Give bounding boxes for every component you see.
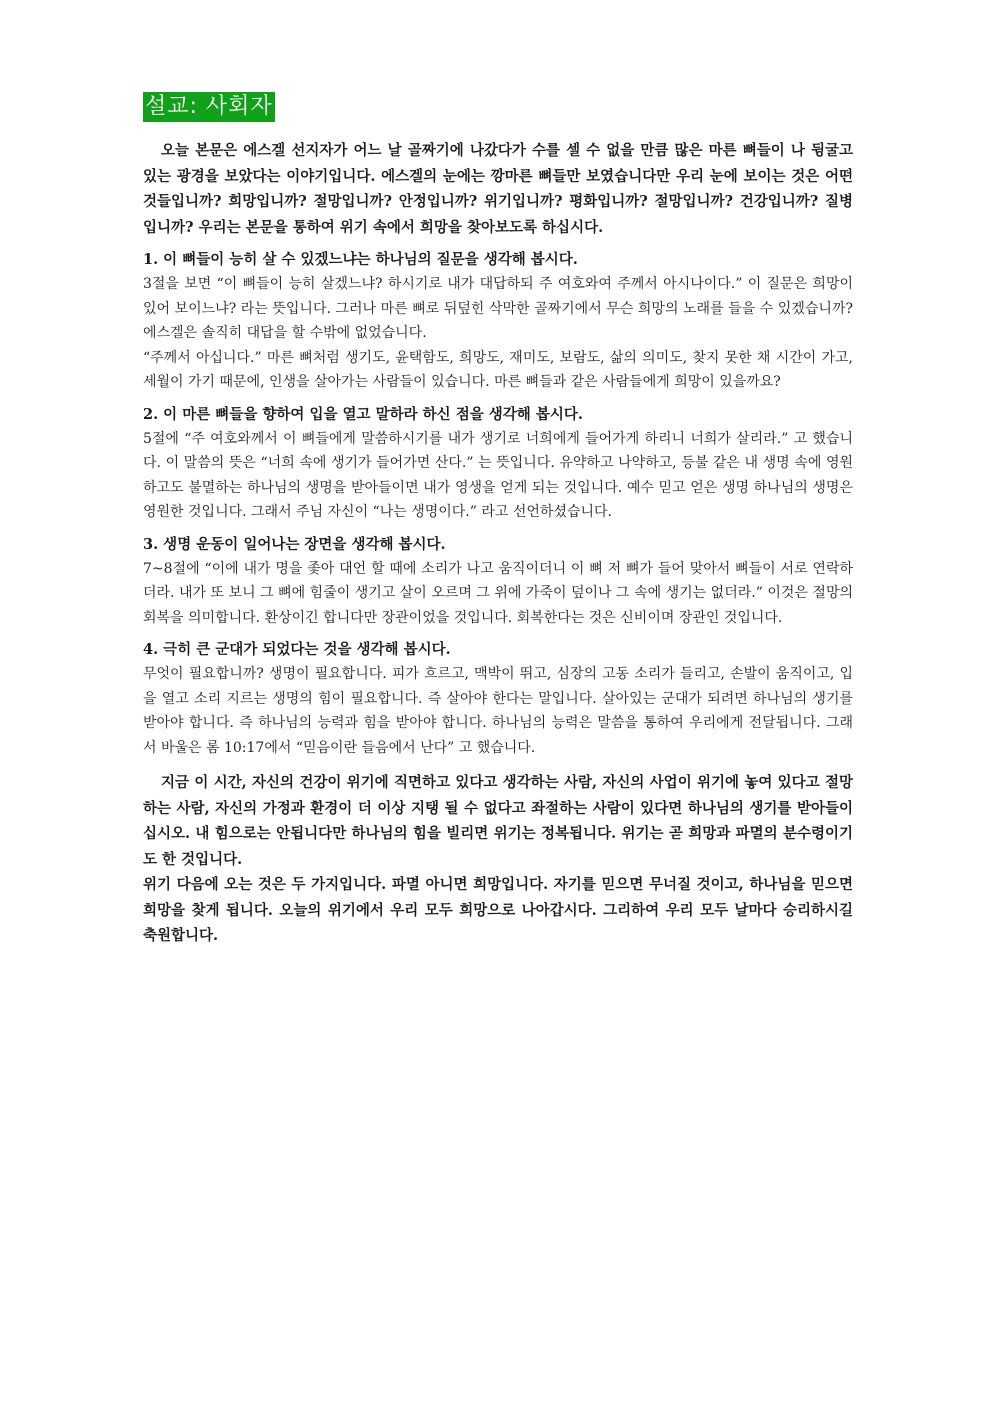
section-heading: 4. 극히 큰 군대가 되었다는 것을 생각해 봅시다. — [143, 641, 451, 658]
section-2 — [143, 403, 853, 525]
section-heading: 3. 생명 운동이 일어나는 장면을 생각해 봅시다. — [143, 535, 446, 553]
sermon-title: 설교: 사회자 — [143, 92, 275, 122]
section-paragraph: 무엇이 필요합니까? 생명이 필요합니다. 피가 흐르고, 맥박이 뛰고, 심장의 고동 소리가 들리고, 손발이 움직이고, 입을 열고 소리 지르는 생명의 힘이 필요합니다. 즉 살아야 한다는 말입니다. 살아있는 군대가 되려면 하나님의 생기를 받아야 합니다. 즉 하나님의 능력과 힘을 받아야 합니다. 하나님의 능력은 말씀을 통하여 우리에게 전달됩니다. 그래서 바울은 롬 10:17에서 “믿음이란 들음에서 난다” 고 했습니다. — [143, 666, 853, 756]
section-paragraph: 7~8절에 “이에 내가 명을 좇아 대언 할 때에 소리가 나고 움직이더니 이 뼈 저 뼈가 들어 맞아서 뼈들이 서로 연락하더라. 내가 또 보니 그 뼈에 힘줄이 생기고 살이 오르며 그 위에 가죽이 덮이나 그 속에 생기는 없더라.” 이것은 절망의 회복을 의미합니다. 환상이긴 합니다만 장관이었을 것입니다. 회복한다는 것은 신비이며 장관인 것입니다. — [143, 560, 853, 626]
section-4 — [143, 638, 853, 760]
intro-paragraph: 오늘 본문은 에스겔 선지자가 어느 날 골짜기에 나갔다가 수를 셀 수 없을 만큼 많은 마른 뼈들이 나 뒹굴고 있는 광경을 보았다는 이야기입니다. 에스겔의 눈에는 깡마른 뼈들만 보였습니다만 우리 눈에 보이는 것은 어떤 것들입니까? 희망입니까? 절망입니까? 안정입니까? 위기입니까? 평화입니까? 절망입니까? 건강입니까? 질병입니까? 우리는 본문을 통하여 위기 속에서 희망을 찾아보도록 하십시다. — [143, 142, 853, 236]
section-paragraph: “주께서 아십니다.” 마른 뼈처럼 생기도, 윤택함도, 희망도, 재미도, 보람도, 삶의 의미도, 찾지 못한 채 시간이 가고, 세월이 가기 때문에, 인생을 살아가는 사람들이 있습니다. 마른 뼈들과 같은 사람들에게 희망이 있을까요? — [143, 349, 853, 390]
closing-paragraph: 위기 다음에 오는 것은 두 가지입니다. 파멸 아니면 희망입니다. 자기를 믿으면 무너질 것이고, 하나님을 믿으면 희망을 찾게 됩니다. 오늘의 위기에서 우리 모두 희망으로 나아갑시다. 그리하여 우리 모두 날마다 승리하시길 축원합니다. — [143, 876, 853, 944]
section-paragraph: 5절에 “주 여호와께서 이 뼈들에게 말씀하시기를 내가 생기로 너희에게 들어가게 하리니 너희가 살리라.” 고 했습니다. 이 말씀의 뜻은 “너희 속에 생기가 들어가면 산다.” 는 뜻입니다. 유약하고 나약하고, 등불 같은 내 생명 속에 영원하고도 불멸하는 하나님의 생명을 받아들이면 내가 영생을 얻게 되는 것입니다. 예수 믿고 얻은 생명 하나님의 생명은 영원한 것입니다. 그래서 주님 자신이 “나는 생명이다.” 라고 선언하셨습니다. — [143, 430, 853, 520]
section-heading: 1. 이 뼈들이 능히 살 수 있겠느냐는 하나님의 질문을 생각해 봅시다. — [143, 251, 578, 268]
section-heading: 2. 이 마른 뼈들을 향하여 입을 열고 말하라 하신 점을 생각해 봅시다. — [143, 405, 583, 423]
section-3 — [143, 533, 853, 631]
section-1 — [143, 248, 853, 395]
document-page — [143, 92, 853, 949]
section-paragraph: 3절을 보면 “이 뼈들이 능히 살겠느냐? 하시기로 내가 대답하되 주 여호와여 주께서 아시나이다.” 이 질문은 희망이 있어 보이느냐? 라는 뜻입니다. 그러나 마른 뼈로 뒤덮힌 삭막한 골짜기에서 무슨 희망의 노래를 들을 수 있겠습니까? 에스겔은 솔직히 대답을 할 수밖에 없었습니다. — [143, 276, 853, 341]
closing-paragraph: 지금 이 시간, 자신의 건강이 위기에 직면하고 있다고 생각하는 사람, 자신의 사업이 위기에 놓여 있다고 절망하는 사람, 자신의 가정과 환경이 더 이상 지탱 될 수 없다고 좌절하는 사람이 있다면 하나님의 생기를 받아들이십시오. 내 힘으로는 안됩니다만 하나님의 힘을 빌리면 위기는 정복됩니다. 위기는 곧 희망과 파멸의 분수령이기도 한 것입니다. — [143, 774, 853, 868]
title-block — [143, 92, 853, 122]
